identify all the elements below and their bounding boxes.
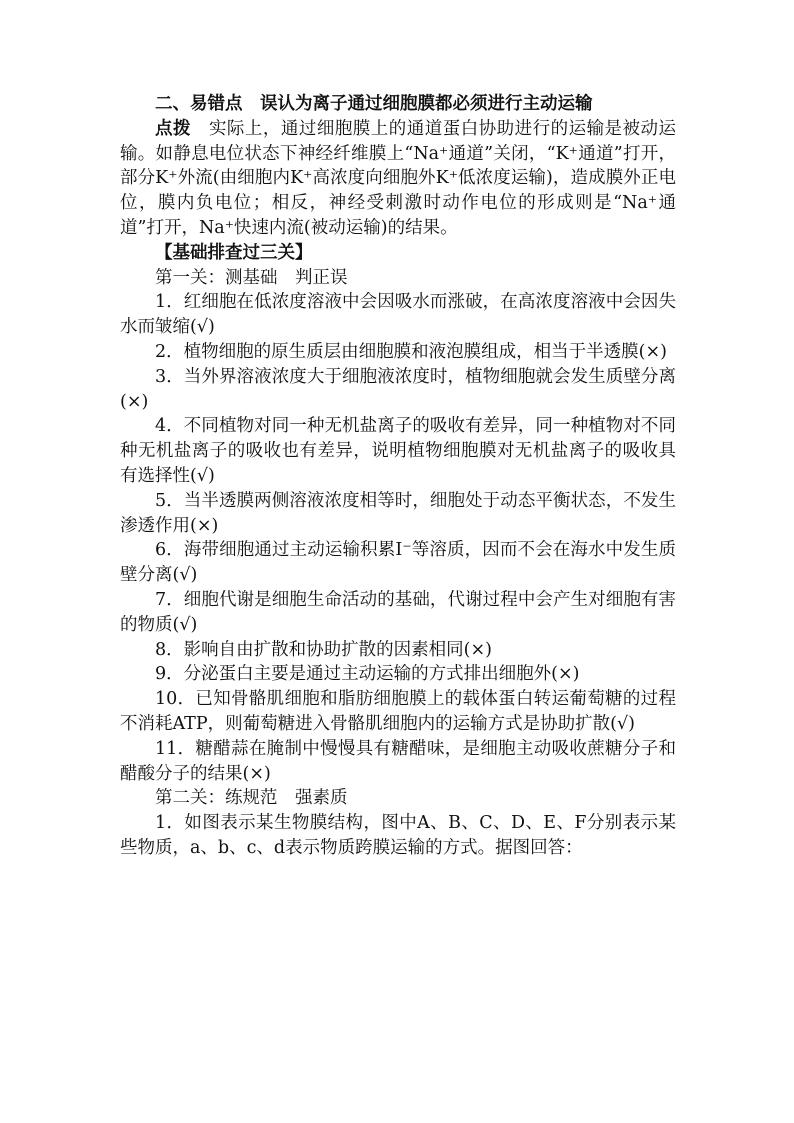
- list-item: 3．当外界溶液浓度大于细胞液浓度时，植物细胞就会发生质壁分离(×): [120, 366, 676, 412]
- section-title: 二、易错点 误认为离子通过细胞膜都必须进行主动运输: [155, 94, 593, 114]
- list-item: 8．影响自由扩散和协助扩散的因素相同(×): [155, 639, 492, 660]
- tip-label: 点拨: [155, 118, 191, 139]
- list-item: 4．不同植物对同一种无机盐离子的吸收有差异，同一种植物对不同种无机盐离子的吸收也有差异，说明植物细胞膜对无机盐离子的吸收具有选择性(√): [120, 416, 676, 486]
- list-item: 2．植物细胞的原生质层由细胞膜和液泡膜组成，相当于半透膜(×): [155, 341, 667, 362]
- list-item: 1．红细胞在低浓度溶液中会因吸水而涨破，在高浓度溶液中会因失水而皱缩(√): [120, 292, 676, 338]
- review-heading: 【基础排查过三关】: [155, 242, 313, 263]
- question-1: 1．如图表示某生物膜结构，图中A、B、C、D、E、F分别表示某些物质，a、b、c、d表示物质跨膜运输的方式。据图回答：: [120, 813, 676, 858]
- list-item: 10．已知骨骼肌细胞和脂肪细胞膜上的载体蛋白转运葡萄糖的过程不消耗ATP，则葡萄糖进入骨骼肌细胞内的运输方式是协助扩散(√): [120, 689, 676, 734]
- list-item: 5．当半透膜两侧溶液浓度相等时，细胞处于动态平衡状态，不发生渗透作用(×): [120, 490, 676, 536]
- list-item: 11．糖醋蒜在腌制中慢慢具有糖醋味，是细胞主动吸收蔗糖分子和醋酸分子的结果(×): [120, 738, 676, 784]
- list-item: 7．细胞代谢是细胞生命活动的基础，代谢过程中会产生对细胞有害的物质(√): [120, 589, 676, 635]
- tip-paragraph: [120, 117, 676, 241]
- document-page: [120, 92, 676, 861]
- list-item: 9．分泌蛋白主要是通过主动运输的方式排出细胞外(×): [155, 664, 580, 685]
- level1-heading: 第一关：测基础 判正误: [155, 267, 348, 288]
- tip-text: 实际上，通过细胞膜上的通道蛋白协助进行的运输是被动运输。如静息电位状态下神经纤维膜上“Na⁺通道”关闭，“K⁺通道”打开，部分K⁺外流(由细胞内K⁺高浓度向细胞外K⁺低浓度运输)，造成膜外正电位，膜内负电位；相反，神经受刺激时动作电位的形成则是“Na⁺通道”打开，Na⁺快速内流(被动运输)的结果。: [120, 118, 677, 238]
- level2-heading: 第二关：练规范 强素质: [155, 788, 348, 809]
- list-item: 6．海带细胞通过主动运输积累I⁻等溶质，因而不会在海水中发生质壁分离(√): [120, 540, 676, 586]
